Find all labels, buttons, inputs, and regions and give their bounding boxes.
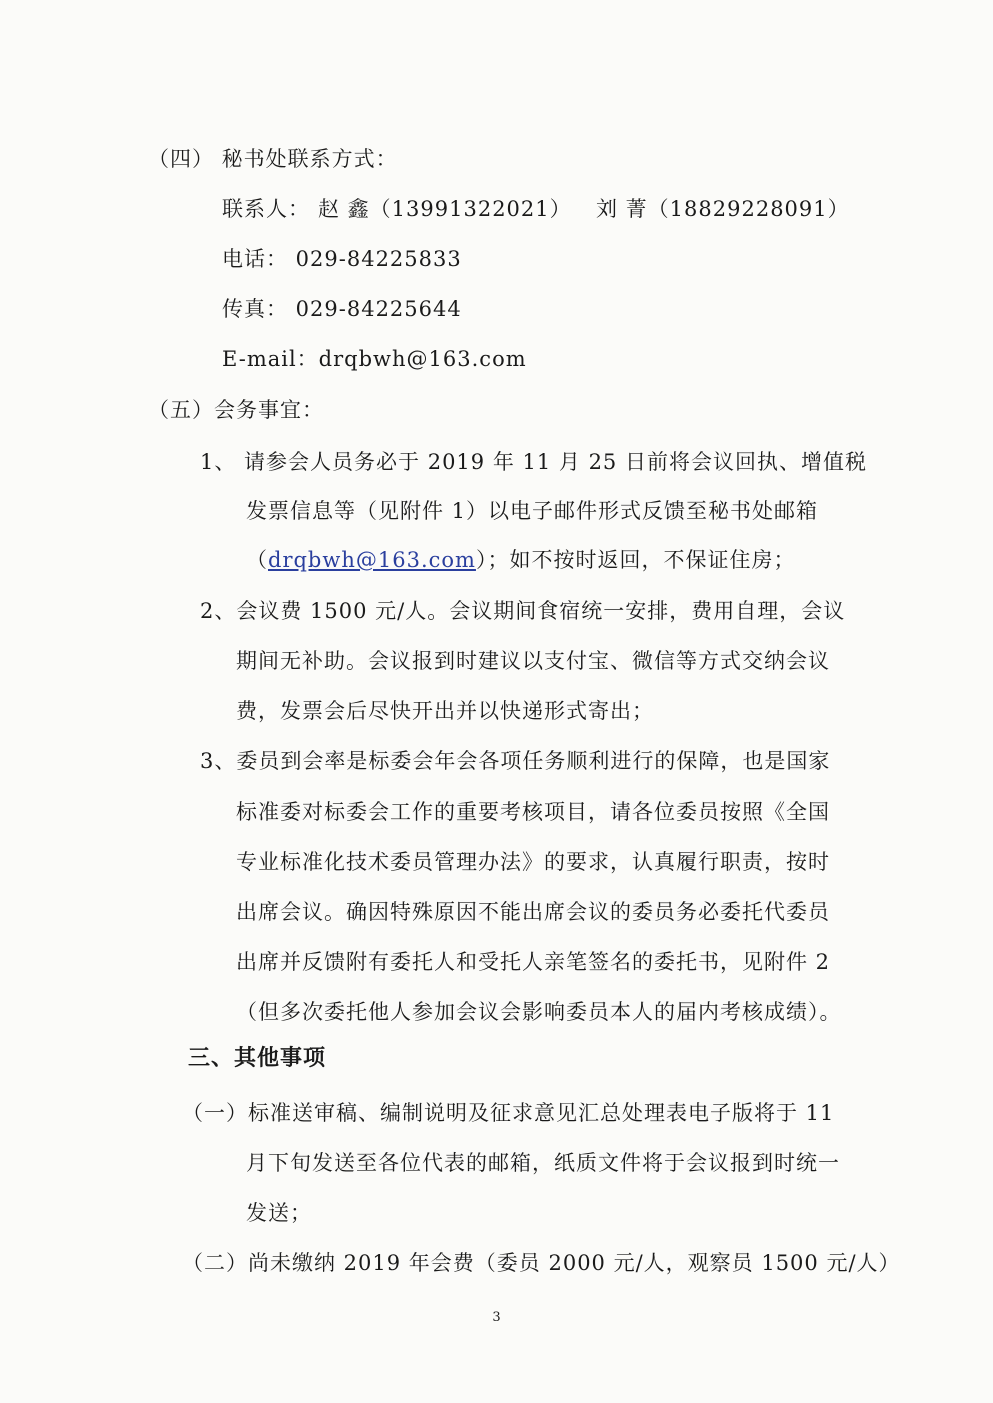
phone-line: 电话： 029-84225833	[222, 247, 462, 271]
item2-line1: 2、会议费 1500 元/人。会议期间食宿统一安排，费用自理，会议	[200, 599, 846, 623]
contact-liu: 刘 菁（18829228091）	[596, 197, 850, 221]
page-number: 3	[492, 1310, 501, 1325]
fax-line: 传真： 029-84225644	[222, 297, 462, 321]
item1-line3	[246, 546, 795, 574]
email-line: E-mail：drqbwh@163.com	[222, 347, 527, 371]
contact-zhao: 赵 鑫（13991322021）	[318, 197, 572, 221]
other-item1-line1: （一）标准送审稿、编制说明及征求意见汇总处理表电子版将于 11	[182, 1101, 835, 1125]
item3-line2: 标准委对标委会工作的重要考核项目，请各位委员按照《全国	[236, 800, 830, 824]
item2-line3: 费，发票会后尽快开出并以快递形式寄出；	[236, 699, 654, 723]
item1-paren-open: （	[246, 548, 268, 572]
section-other-title: 三、其他事项	[188, 1045, 327, 1071]
section4-title: （四） 秘书处联系方式：	[148, 147, 398, 171]
other-item1-line2: 月下旬发送至各位代表的邮箱，纸质文件将于会议报到时统一	[246, 1151, 840, 1175]
email-link[interactable]: drqbwh@163.com	[268, 548, 476, 572]
item2-line2: 期间无补助。会议报到时建议以支付宝、微信等方式交纳会议	[236, 649, 830, 673]
contact-label: 联系人：	[222, 197, 310, 221]
item3-line3: 专业标准化技术委员管理办法》的要求，认真履行职责，按时	[236, 850, 830, 874]
other-item1-line3: 发送；	[246, 1201, 312, 1225]
item3-line5: 出席并反馈附有委托人和受托人亲笔签名的委托书，见附件 2	[236, 950, 831, 974]
item3-line1: 3、委员到会率是标委会年会各项任务顺利进行的保障，也是国家	[200, 749, 831, 773]
section5-title: （五）会务事宜：	[148, 398, 324, 422]
item1-line2: 发票信息等（见附件 1）以电子邮件形式反馈至秘书处邮箱	[246, 499, 819, 523]
item1-line3-rest: ）；如不按时返回，不保证住房；	[475, 548, 796, 572]
item1-line1: 1、 请参会人员务必于 2019 年 11 月 25 日前将会议回执、增值税	[200, 450, 867, 474]
item3-line6: （但多次委托他人参加会议会影响委员本人的届内考核成绩）。	[236, 1000, 842, 1024]
item3-line4: 出席会议。确因特殊原因不能出席会议的委员务必委托代委员	[236, 900, 830, 924]
other-item2-line1: （二）尚未缴纳 2019 年会费（委员 2000 元/人，观察员 1500 元/人）	[182, 1251, 901, 1275]
